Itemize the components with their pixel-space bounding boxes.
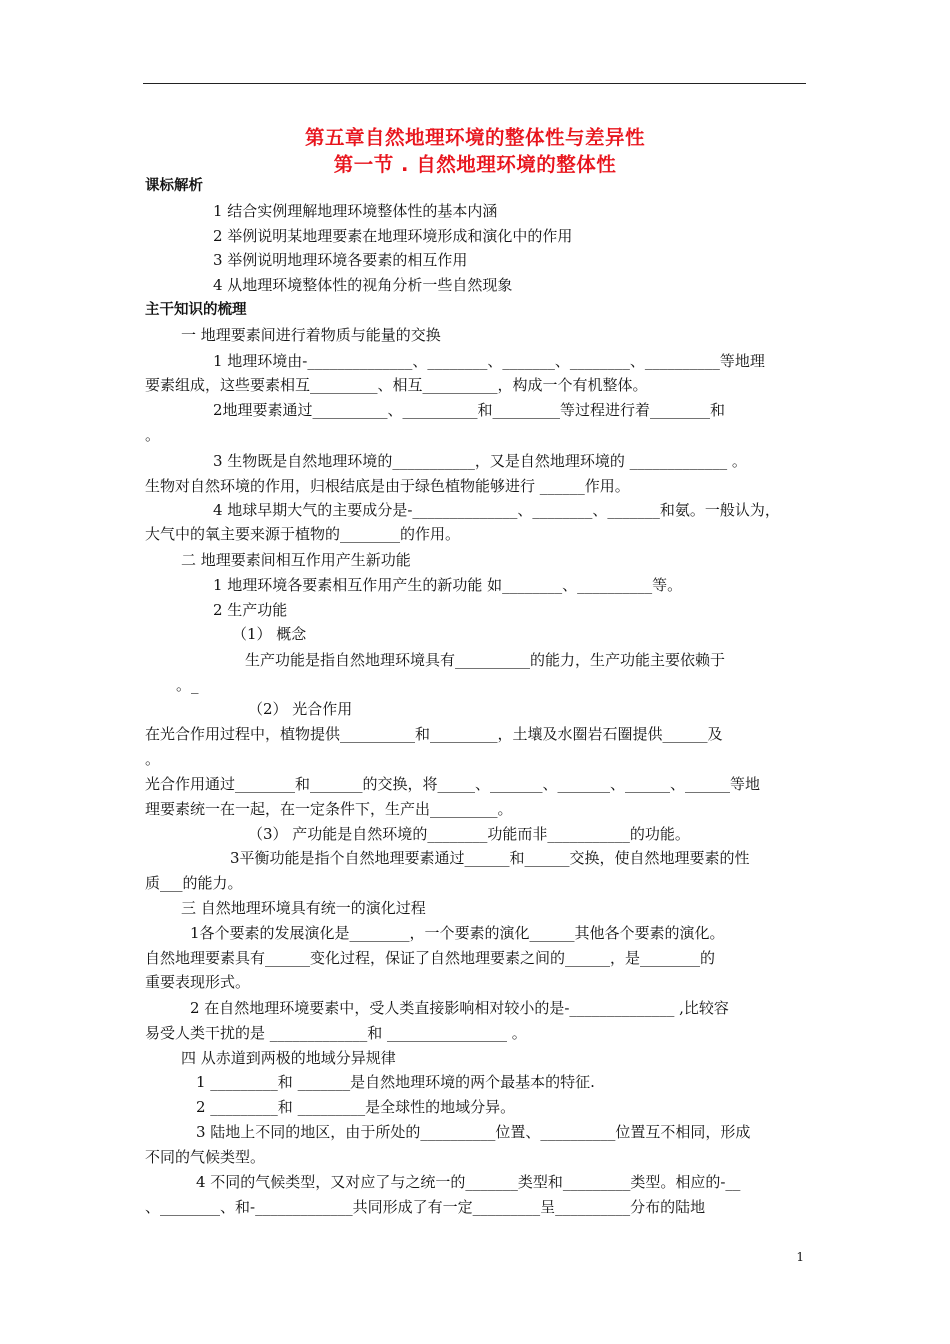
text-line: 生物对自然环境的作用，归根结底是由于绿色植物能够进行 ______作用。 [145, 477, 630, 495]
text-line: 3 陆地上不同的地区，由于所处的__________位置、__________位置互不相同，形成 [196, 1123, 751, 1141]
text-line: 2 举例说明某地理要素在地理环境形成和演化中的作用 [213, 227, 573, 245]
text-line: 质___的能力。 [145, 874, 243, 892]
text-line: 自然地理要素具有______变化过程，保证了自然地理要素之间的______，是________的 [145, 949, 716, 967]
page-number: 1 [796, 1250, 804, 1264]
chapter-title: 第五章自然地理环境的整体性与差异性 [304, 126, 645, 149]
text-line: 、________、和-_____________共同形成了有一定_________呈__________分布的陆地 [145, 1198, 706, 1216]
text-line: 。_ [176, 676, 199, 694]
text-line: 在光合作用过程中，植物提供__________和_________，土壤及水圈岩石圈提供______及 [145, 725, 723, 743]
text-line: 1 _________和 _______是自然地理环境的两个最基本的特征. [196, 1073, 595, 1091]
text-line: 。 [145, 426, 161, 444]
text-line: 光合作用通过________和_______的交换，将_____、_______、_______、______、______等地 [145, 775, 761, 793]
section-title: 第一节 . 自然地理环境的整体性 [333, 153, 617, 176]
text-line: 不同的气候类型。 [145, 1148, 266, 1166]
text-line: 理要素统一在一起，在一定条件下，生产出_________。 [145, 800, 513, 818]
text-line: 易受人类干扰的是 _____________和 ________________ 。 [145, 1024, 527, 1042]
text-line: 4 不同的气候类型，又对应了与之统一的_______类型和_________类型。相应的-__ [196, 1173, 741, 1191]
text-line: 2 生产功能 [213, 601, 288, 619]
header-rule [143, 83, 806, 84]
text-line: （1） 概念 [232, 625, 307, 643]
text-line: 生产功能是指自然地理环境具有__________的能力，生产功能主要依赖于 [245, 651, 726, 669]
text-line: （2） 光合作用 [248, 700, 353, 718]
text-line: 。 [145, 750, 161, 768]
text-line: 2 _________和 _________是全球性的地域分异。 [196, 1098, 516, 1116]
text-line: 重要表现形式。 [145, 973, 251, 991]
text-line: 1 地理环境各要素相互作用产生的新功能 如________、__________等。 [213, 576, 683, 594]
text-line: 3 举例说明地理环境各要素的相互作用 [213, 251, 468, 269]
text-line: 要素组成，这些要素相互_________、相互__________，构成一个有机整体。 [145, 376, 648, 394]
text-line: 大气中的氧主要来源于植物的________的作用。 [145, 525, 461, 543]
text-line: 2 在自然地理环境要素中，受人类直接影响相对较小的是-______________ ,比较容 [190, 999, 729, 1017]
text-line: （3） 产功能是自然环境的________功能而非___________的功能。 [248, 825, 690, 843]
text-line: 三 自然地理环境具有统一的演化过程 [181, 899, 426, 917]
text-line: 2地理要素通过__________、__________和_________等过程进行着________和 [213, 401, 726, 419]
text-line: 一 地理要素间进行着物质与能量的交换 [181, 326, 441, 344]
text-line: 3 生物既是自然地理环境的___________，又是自然地理环境的 _____________ 。 [213, 452, 747, 470]
heading-curriculum: 课标解析 [145, 178, 203, 194]
heading-main-knowledge: 主干知识的梳理 [145, 302, 247, 318]
text-line: 1 结合实例理解地理环境整体性的基本内涵 [213, 202, 498, 220]
text-line: 1各个要素的发展演化是________，一个要素的演化______其他各个要素的演化。 [190, 924, 725, 942]
text-line: 4 地球早期大气的主要成分是-______________、________、_______和氨。一般认为， [213, 501, 780, 519]
text-line: 4 从地理环境整体性的视角分析一些自然现象 [213, 276, 513, 294]
text-line: 四 从赤道到两极的地域分异规律 [181, 1049, 396, 1067]
text-line: 1 地理环境由-______________、________、_______、________、__________等地理 [213, 352, 765, 370]
text-line: 二 地理要素间相互作用产生新功能 [181, 551, 411, 569]
text-line: 3平衡功能是指个自然地理要素通过______和______交换，使自然地理要素的性 [230, 849, 750, 867]
